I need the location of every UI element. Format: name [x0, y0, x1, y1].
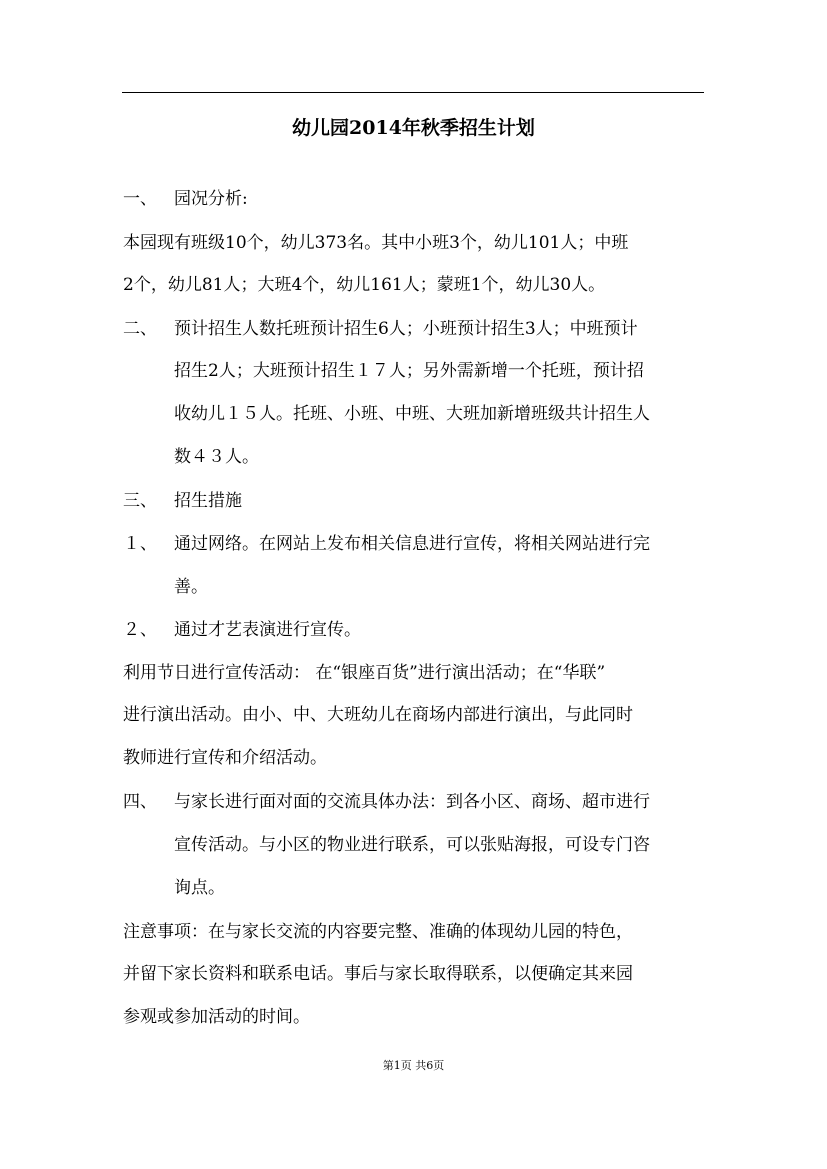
- section-marker: 四、: [123, 792, 157, 812]
- paragraph-line: 收幼儿１５人。托班、小班、中班、大班加新增班级共计招生人: [174, 404, 650, 424]
- list-item-text: 通过才艺表演进行宣传。: [174, 620, 361, 640]
- paragraph-line: 2个，幼儿81人；大班4个，幼儿161人；蒙班1个，幼儿30人。: [123, 275, 606, 295]
- paragraph-line: 询点。: [174, 878, 225, 898]
- list-item-text: 通过网络。在网站上发布相关信息进行宣传，将相关网站进行完: [174, 534, 650, 554]
- paragraph-line: 数４３人。: [174, 447, 259, 467]
- paragraph-line: 宣传活动。与小区的物业进行联系，可以张贴海报，可设专门咨: [174, 835, 650, 855]
- page-footer: 第1页 共6页: [382, 1059, 445, 1072]
- paragraph-line: 本园现有班级10个，幼儿373名。其中小班3个，幼儿101人；中班: [123, 233, 629, 253]
- paragraph-line: 教师进行宣传和介绍活动。: [123, 748, 327, 768]
- section-marker: 三、: [123, 491, 157, 511]
- paragraph-line: 并留下家长资料和联系电话。事后与家长取得联系，以便确定其来园: [123, 964, 633, 984]
- section-marker: 二、: [123, 319, 157, 339]
- section-heading: 与家长进行面对面的交流具体办法：到各小区、商场、超市进行: [174, 792, 650, 812]
- list-item-marker: １、: [123, 534, 157, 554]
- paragraph-line: 招生2人；大班预计招生１７人；另外需新增一个托班，预计招: [174, 361, 644, 381]
- paragraph-line: 利用节日进行宣传活动： 在“银座百货”进行演出活动；在“华联”: [123, 663, 606, 683]
- paragraph-line: 参观或参加活动的时间。: [123, 1007, 310, 1027]
- paragraph-line: 注意事项：在与家长交流的内容要完整、准确的体现幼儿园的特色，: [123, 922, 633, 942]
- document-title: 幼儿园2014年秋季招生计划: [292, 117, 535, 139]
- header-rule: [122, 92, 704, 93]
- section-marker: 一、: [123, 189, 157, 209]
- section-heading: 园况分析:: [174, 189, 248, 209]
- section-heading: 预计招生人数托班预计招生6人；小班预计招生3人；中班预计: [174, 319, 638, 339]
- paragraph-line: 进行演出活动。由小、中、大班幼儿在商场内部进行演出，与此同时: [123, 705, 633, 725]
- section-heading: 招生措施: [174, 491, 242, 511]
- list-item-marker: ２、: [123, 620, 157, 640]
- paragraph-line: 善。: [174, 577, 208, 597]
